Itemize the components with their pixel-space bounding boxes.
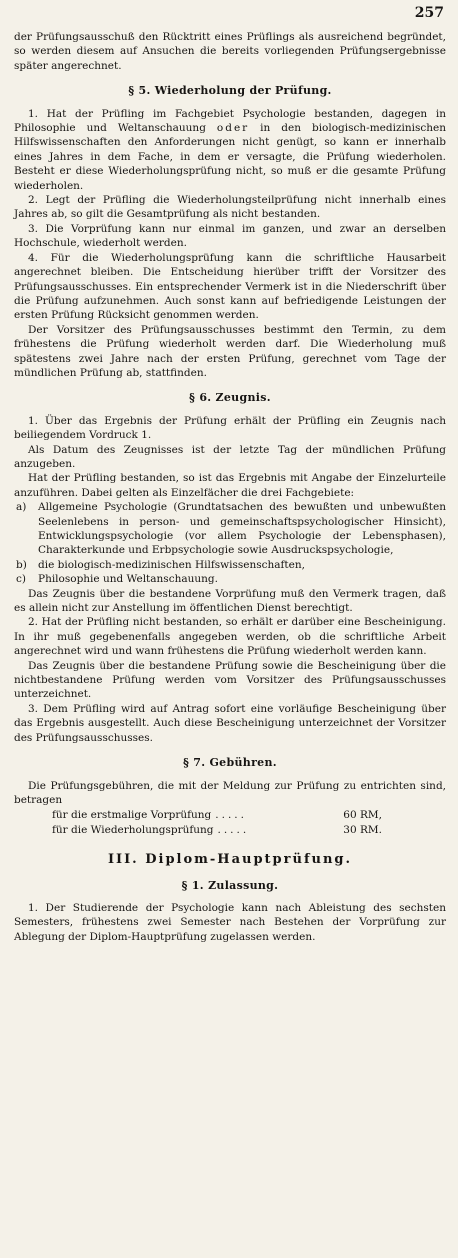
section-5-paragraph-3: 3. Die Vorprüfung kann nur einmal im ganzen, und zwar an derselben Hochschule, wiederholt werden. (14, 222, 446, 250)
section-6-paragraph-1: 1. Über das Ergebnis der Prüfung erhält der Prüfling ein Zeugnis nach beiliegendem Vordruck 1. (14, 414, 446, 442)
section-7-paragraph: Die Prüfungsgebühren, die mit der Meldung zur Prüfung zu entrichten sind, betragen (14, 779, 446, 806)
section-6-paragraph-2: Als Datum des Zeugnisses ist der letzte Tag der mündlichen Prüfung anzugeben. (14, 443, 446, 470)
list-marker: a) (16, 501, 27, 514)
subject-list (14, 500, 446, 586)
fee-table (52, 808, 446, 837)
document-body (14, 30, 446, 944)
list-item (14, 558, 446, 572)
section-5-p1-start: 1. Hat der Prüfling im Fachgebiet Psychologie bestanden, dagegen in Philosophie und Weltanschauung (14, 107, 446, 135)
section-5-heading: § 5. Wiederholung der Prüfung. (128, 84, 332, 98)
section-6-paragraph-4: Das Zeugnis über die bestandene Vorprüfung muß den Vermerk tragen, daß es allein nicht zur Anstellung im öffentlichen Dienst berechtigt. (14, 587, 446, 615)
section-6-paragraph-7: 3. Dem Prüfling wird auf Antrag sofort eine vorläufige Bescheinigung über das Ergebnis ausgestellt. Auch diese Bescheinigung unterzeichnet der Vorsitzer des Prüfungsausschusses. (14, 702, 446, 744)
section-5-paragraph-2: 2. Legt der Prüfling die Wiederholungsteilprüfung nicht innerhalb eines Jahres ab, so gilt die Gesamtprüfung als nicht bestanden. (14, 194, 446, 221)
fee-amount: 60 RM, (343, 809, 382, 822)
fee-row (52, 808, 382, 822)
list-item-text: die biologisch-medizinischen Hilfswissenschaften, (38, 558, 305, 571)
list-marker: b) (16, 558, 27, 571)
list-item (14, 572, 446, 586)
emphasized-word: oder (216, 122, 250, 135)
list-item-text: Philosophie und Weltanschauung. (38, 573, 218, 586)
section-5-paragraph-5: Der Vorsitzer des Prüfungsausschusses bestimmt den Termin, zu dem frühestens die Prüfung wiederholt werden darf. Die Wiederholung muß spätestens zwei Jahre nach der ersten Prüfung, gerechnet vom Tage der mündlichen Prüfung ab, stattfinden. (14, 323, 446, 379)
fee-label: für die Wiederholungsprüfung (52, 823, 214, 836)
fee-row (52, 823, 382, 837)
fee-label: für die erstmalige Vorprüfung (52, 809, 212, 822)
list-item-text: Allgemeine Psychologie (Grundtatsachen des bewußten und unbewußten Seelenlebens in person- und gemeinschaftspsychologischer Hinsicht), Entwicklungspsychologie (vor allem Psychologie der Lebensphasen), Charakterkunde und Erbpsychologie sowie Ausdruckspsychologie, (38, 501, 446, 557)
page-number: 257 (414, 5, 444, 21)
fee-leader-dots: ..... (217, 823, 250, 836)
section-6-paragraph-6: Das Zeugnis über die bestandene Prüfung sowie die Bescheinigung über die nichtbestandene Prüfung werden vom Vorsitzer des Prüfungsausschusses unterzeichnet. (14, 659, 446, 701)
part-3-section-1-paragraph: 1. Der Studierende der Psychologie kann nach Ableistung des sechsten Semesters, frühestens zwei Semester nach Bestehen der Vorprüfung zur Ablegung der Diplom-Hauptprüfung zugelassen werden. (14, 901, 446, 943)
section-7-heading: § 7. Gebühren. (183, 756, 277, 770)
section-6-paragraph-5: 2. Hat der Prüfling nicht bestanden, so erhält er darüber eine Bescheinigung. In ihr muß gegebenenfalls angegeben werden, ob die schriftliche Arbeit angerechnet wird und wann frühestens die Prüfung wiederholt werden kann. (14, 616, 446, 658)
section-6-heading: § 6. Zeugnis. (189, 391, 271, 405)
list-item (14, 500, 446, 558)
section-5-p1-end: in den biologisch-medizinischen Hilfswissenschaften den Anforderungen nicht genügt, so kann er innerhalb eines Jahres in dem Fache, in dem er versagte, die Prüfung wiederholen. Besteht er diese Wiederholungsprüfung nicht, so muß er die gesamte Prüfung wiederholen. (14, 122, 446, 192)
section-6-paragraph-3: Hat der Prüfling bestanden, so ist das Ergebnis mit Angabe der Einzelurteile anzuführen. Dabei gelten als Einzelfächer die drei Fachgebiete: (14, 472, 446, 499)
list-marker: c) (16, 573, 26, 586)
fee-amount: 30 RM. (343, 823, 382, 836)
section-5-paragraph-4: 4. Für die Wiederholungsprüfung kann die schriftliche Hausarbeit angerechnet bleiben. Die Entscheidung hierüber trifft der Vorsitzer des Prüfungsausschusses. Ein entsprechender Vermerk ist in die Niederschrift über die Prüfung aufzunehmen. Auch sonst kann auf befriedigende Leistungen der ersten Prüfung Rücksicht genommen werden. (14, 251, 446, 322)
section-5-paragraph-1 (14, 107, 446, 193)
fee-leader-dots: ..... (215, 809, 247, 822)
part-3-section-1-heading: § 1. Zulassung. (181, 878, 279, 892)
part-3-heading: III. Diplom-Hauptprüfung. (107, 852, 353, 868)
intro-paragraph: der Prüfungsausschuß den Rücktritt eines Prüflings als ausreichend begründet, so werden diesem auf Ansuchen die bereits vorliegenden Prüfungsergebnisse später angerechnet. (14, 31, 446, 72)
